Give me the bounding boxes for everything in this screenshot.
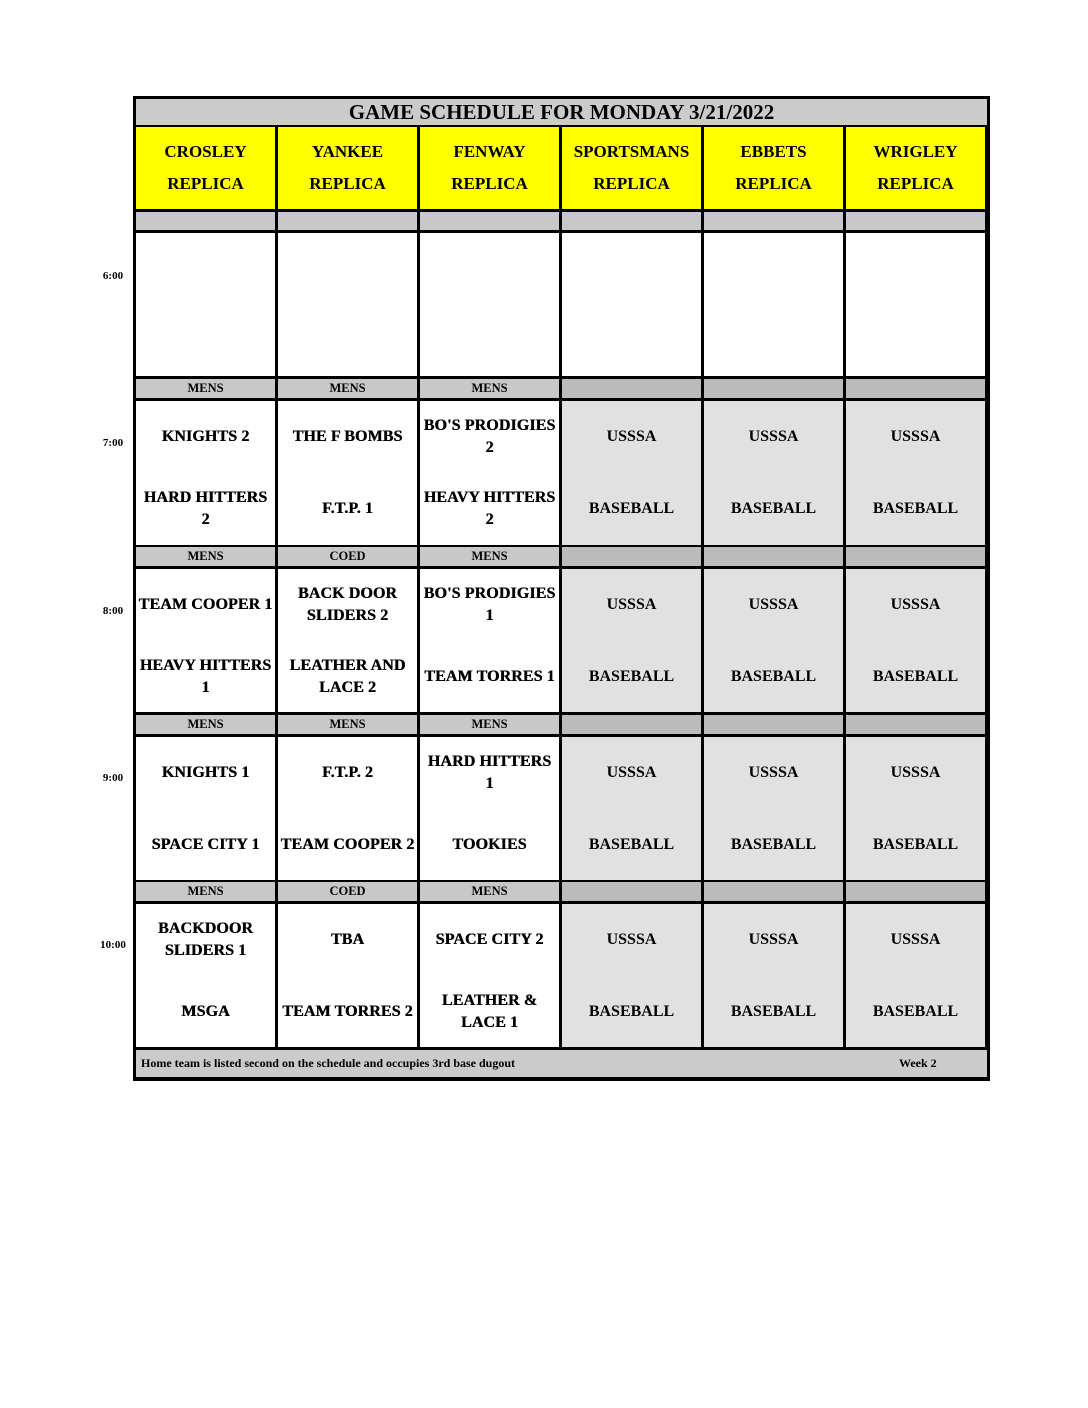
field-subtitle: REPLICA [593, 174, 670, 193]
time-label: 10:00 [100, 939, 126, 951]
field-name: CROSLEY [164, 142, 247, 161]
division-label: MENS [278, 379, 417, 398]
time-label: 7:00 [102, 437, 124, 449]
field-header [704, 127, 843, 209]
away-team: USSSA [562, 904, 701, 976]
field-subtitle: REPLICA [309, 174, 386, 193]
field-header [562, 127, 701, 209]
division-label: COED [278, 547, 417, 566]
division-label [704, 547, 843, 566]
away-team: SPACE CITY 2 [420, 904, 559, 976]
away-team: KNIGHTS 1 [136, 737, 275, 809]
away-team: USSSA [562, 569, 701, 641]
home-team: BASEBALL [562, 473, 701, 545]
away-team: USSSA [704, 401, 843, 473]
away-team: USSSA [846, 904, 985, 976]
header-spacer [846, 212, 985, 230]
away-team: HARD HITTERS 1 [420, 737, 559, 809]
division-label: COED [278, 882, 417, 901]
away-team: KNIGHTS 2 [136, 401, 275, 473]
home-team: BASEBALL [562, 809, 701, 880]
division-label: MENS [136, 547, 275, 566]
away-team: USSSA [704, 569, 843, 641]
home-team: HEAVY HITTERS 2 [420, 473, 559, 545]
home-team: TEAM TORRES 1 [420, 641, 559, 712]
empty-slot [704, 233, 843, 376]
field-subtitle: REPLICA [877, 174, 954, 193]
home-team: LEATHER AND LACE 2 [278, 641, 417, 712]
division-label [704, 715, 843, 734]
home-team: BASEBALL [846, 809, 985, 880]
division-label [846, 715, 985, 734]
field-name: EBBETS [740, 142, 807, 161]
division-label [846, 379, 985, 398]
away-team: TEAM COOPER 1 [136, 569, 275, 641]
time-label: 8:00 [102, 605, 124, 617]
empty-slot [278, 233, 417, 376]
home-team: BASEBALL [704, 976, 843, 1047]
time-label: 6:00 [102, 270, 124, 282]
division-label [562, 379, 701, 398]
header-spacer [562, 212, 701, 230]
header-spacer [420, 212, 559, 230]
field-subtitle: REPLICA [735, 174, 812, 193]
empty-slot [562, 233, 701, 376]
division-label [562, 882, 701, 901]
home-team: SPACE CITY 1 [136, 809, 275, 880]
division-label: MENS [420, 882, 559, 901]
empty-slot [846, 233, 985, 376]
field-header [136, 127, 275, 209]
home-team: F.T.P. 1 [278, 473, 417, 545]
home-team: BASEBALL [704, 473, 843, 545]
home-team: TEAM TORRES 2 [278, 976, 417, 1047]
away-team: USSSA [704, 904, 843, 976]
schedule-table [133, 96, 990, 1081]
home-team: BASEBALL [704, 809, 843, 880]
division-label [846, 882, 985, 901]
division-label: MENS [278, 715, 417, 734]
field-header [420, 127, 559, 209]
away-team: BACKDOOR SLIDERS 1 [136, 904, 275, 976]
division-label [704, 379, 843, 398]
home-team: BASEBALL [846, 641, 985, 712]
time-label: 9:00 [102, 772, 124, 784]
away-team: USSSA [846, 737, 985, 809]
away-team: USSSA [562, 401, 701, 473]
home-team: HARD HITTERS 2 [136, 473, 275, 545]
home-team: BASEBALL [704, 641, 843, 712]
field-name: SPORTSMANS [573, 142, 690, 161]
division-label [562, 547, 701, 566]
field-subtitle: REPLICA [451, 174, 528, 193]
home-team: BASEBALL [846, 976, 985, 1047]
field-subtitle: REPLICA [167, 174, 244, 193]
home-team: LEATHER & LACE 1 [420, 976, 559, 1047]
header-spacer [704, 212, 843, 230]
footer-bar [136, 1050, 987, 1077]
home-team: MSGA [136, 976, 275, 1047]
away-team: USSSA [846, 569, 985, 641]
empty-slot [420, 233, 559, 376]
division-label: MENS [136, 379, 275, 398]
away-team: THE F BOMBS [278, 401, 417, 473]
schedule-title: GAME SCHEDULE FOR MONDAY 3/21/2022 [136, 99, 987, 125]
empty-slot [136, 233, 275, 376]
field-name: WRIGLEY [873, 142, 958, 161]
division-label: MENS [420, 379, 559, 398]
division-label: MENS [420, 547, 559, 566]
away-team: BO'S PRODIGIES 2 [420, 401, 559, 473]
away-team: USSSA [846, 401, 985, 473]
field-header [278, 127, 417, 209]
field-header [846, 127, 985, 209]
away-team: USSSA [704, 737, 843, 809]
division-label: MENS [136, 715, 275, 734]
home-team: BASEBALL [846, 473, 985, 545]
home-team: TOOKIES [420, 809, 559, 880]
week-label: Week 2 [899, 1056, 937, 1070]
header-spacer [278, 212, 417, 230]
away-team: BO'S PRODIGIES 1 [420, 569, 559, 641]
home-team: TEAM COOPER 2 [278, 809, 417, 880]
division-label: MENS [420, 715, 559, 734]
home-team: BASEBALL [562, 641, 701, 712]
home-team: BASEBALL [562, 976, 701, 1047]
away-team: F.T.P. 2 [278, 737, 417, 809]
field-name: YANKEE [311, 142, 384, 161]
away-team: BACK DOOR SLIDERS 2 [278, 569, 417, 641]
division-label [846, 547, 985, 566]
division-label [704, 882, 843, 901]
home-team: HEAVY HITTERS 1 [136, 641, 275, 712]
footer-note: Home team is listed second on the schedule and occupies 3rd base dugout [141, 1056, 516, 1070]
field-name: FENWAY [453, 142, 526, 161]
division-label: MENS [136, 882, 275, 901]
away-team: USSSA [562, 737, 701, 809]
division-label [562, 715, 701, 734]
header-spacer [136, 212, 275, 230]
away-team: TBA [278, 904, 417, 976]
